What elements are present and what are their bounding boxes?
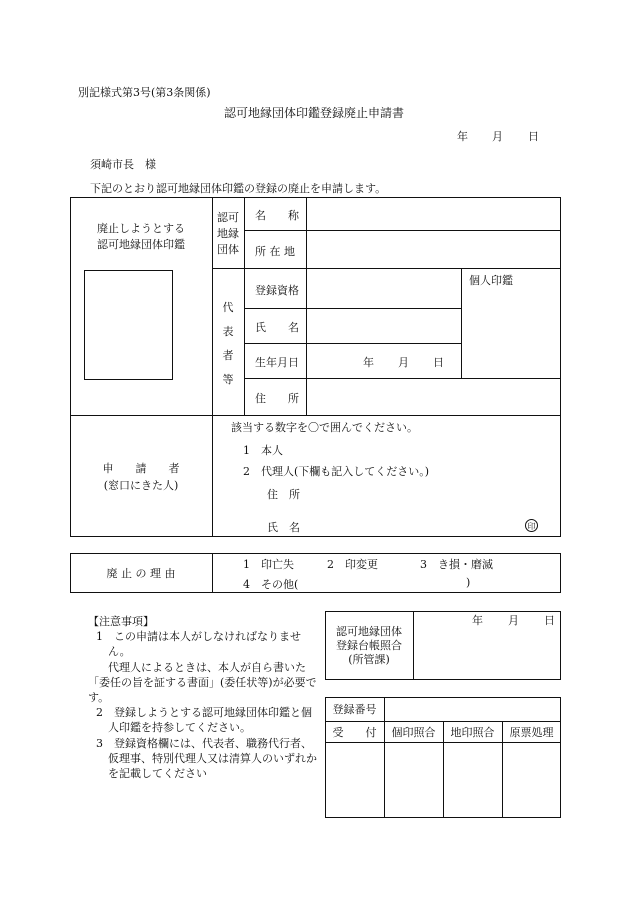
processing-table-divider [384, 697, 385, 721]
seal-mark-icon: 印 [525, 519, 538, 532]
registration-number-label: 登録番号 [332, 703, 377, 716]
form-title: 認可地縁団体印鑑登録廃止申請書 [224, 106, 405, 120]
agent-address-label: 住 所 [267, 488, 300, 501]
note-item-1b: 代理人によるときは、本人が自ら書いた「委任の旨を証する書面」(委任状等)が必要です。 [88, 660, 317, 705]
ledger-verification-label: 認可地縁団体 登録台帳照合 (所管課) [336, 625, 402, 666]
seal-section-label: 廃止しようとする 認可地縁団体印鑑 [97, 222, 185, 251]
col-local-seal-check: 地印照合 [450, 725, 495, 739]
reason-option-lost: 1 印亡失 [243, 558, 294, 571]
note-item-2: 2 登録しようとする認可地縁団体印鑑と個人印鑑を持参してください。 [96, 706, 312, 735]
reason-option-other: 4 その他( [243, 578, 299, 591]
verify-month: 月 [508, 614, 519, 627]
option-agent: 2 代理人(下欄も記入してください。) [243, 465, 430, 478]
person-name-label: 氏 名 [255, 321, 299, 334]
representative-label: 代 表 者 等 [222, 301, 234, 386]
group-label: 認可 地縁 団体 [217, 211, 239, 256]
main-table-row-divider [212, 268, 561, 269]
main-table-row-divider [244, 343, 461, 344]
date-month-label: 月 [492, 130, 503, 143]
note-item-1: 1 この申請は本人がしなければなりません。 [96, 630, 301, 659]
address-label: 所 在 地 [255, 245, 295, 258]
notes-section [88, 614, 322, 781]
reason-label: 廃 止 の 理 由 [106, 567, 176, 580]
reason-table-divider [212, 553, 213, 593]
birthdate-month: 月 [398, 356, 409, 369]
applicant-instruction: 該当する数字を〇で囲んでください。 [231, 421, 418, 434]
main-table-row-divider [244, 230, 561, 231]
name-label: 名 称 [255, 209, 299, 222]
notes-heading: 【注意事項】 [88, 615, 154, 628]
note-item-3: 3 登録資格欄には、代表者、職務代行者、仮理事、特別代理人又は清算人のいずれかを記載してください [96, 736, 317, 781]
reason-option-change: 2 印変更 [327, 558, 378, 571]
col-ledger-processing: 原票処理 [509, 725, 554, 739]
date-day-label: 日 [528, 130, 539, 143]
col-receipt: 受 付 [332, 725, 377, 739]
main-table-row-divider [244, 308, 461, 309]
birthdate-label: 生年月日 [255, 356, 299, 369]
form-number: 別記様式第3号(第3条関係) [78, 86, 211, 99]
addressee: 須崎市長 様 [90, 158, 156, 171]
reason-option-damage: 3 き損・磨滅 [420, 558, 493, 571]
main-table-col-divider-4 [461, 268, 462, 378]
ledger-verification-divider [413, 611, 414, 680]
verify-day: 日 [544, 614, 555, 627]
date-year-label: 年 [457, 130, 468, 143]
birthdate-day: 日 [433, 356, 444, 369]
birthdate-year: 年 [363, 356, 374, 369]
main-table-row-divider [70, 415, 561, 416]
residence-label: 住 所 [255, 392, 299, 405]
qualification-label: 登録資格 [255, 284, 299, 297]
seal-impression-box [84, 270, 173, 380]
col-personal-seal-check: 個印照合 [391, 725, 436, 739]
reason-option-other-close: ) [466, 576, 471, 589]
agent-name-label: 氏 名 [267, 521, 300, 534]
applicant-label: 申 請 者 (窓口にきた人) [102, 462, 180, 492]
option-self: 1 本人 [243, 444, 283, 457]
verify-year: 年 [472, 614, 483, 627]
main-table-row-divider [244, 378, 561, 379]
personal-seal-label: 個人印鑑 [469, 274, 513, 287]
intro-text: 下記のとおり認可地縁団体印鑑の登録の廃止を申請します。 [90, 182, 387, 195]
